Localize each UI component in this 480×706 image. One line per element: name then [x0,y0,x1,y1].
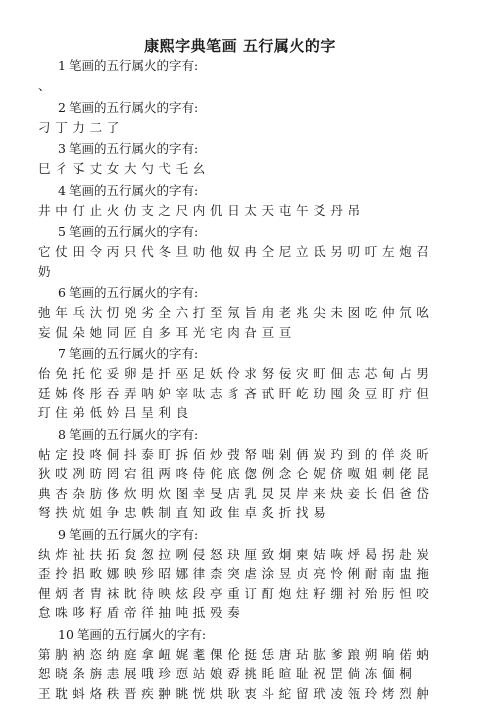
stroke-count: 2 [58,99,66,115]
section-heading-text: 笔画的五行属火的字有: [68,224,199,239]
stroke-section [38,345,470,423]
character-line: 廷姊佟彤吞弄呐妒宰呔志豸吝甙盰屹玏囤灸豆盯疔但 [38,385,434,401]
character-line: 俚炳者胄袜眈待映炫段亭重订酊炮炷籽绷衬殆肟怛咬 [38,585,434,601]
stroke-section [38,57,470,96]
stroke-section [38,223,470,281]
section-heading [58,57,470,74]
section-heading [58,626,470,643]
character-list [38,645,470,704]
character-list [38,242,470,281]
character-line: 怠咮哆籽盾帝徉抽吨抵殁奏 [38,605,245,620]
stroke-section [38,140,470,179]
character-list [38,76,470,96]
character-list [38,545,470,623]
character-line: 妄侃朵她同匠自多耳光宅肉旮亘亘 [38,324,297,340]
character-list [38,303,470,342]
character-list [38,445,470,523]
stroke-count: 3 [58,141,66,156]
stroke-count: 9 [58,526,66,542]
section-heading [58,140,470,157]
section-heading [58,426,470,443]
section-heading [58,526,470,543]
character-line: 弛年乓汏忉兇劣全六打至氖旨甪老兆尖未囡吃仲氘吆 [38,305,434,320]
section-heading-text: 笔画的五行属火的字有: [68,285,199,300]
stroke-count: 5 [58,224,66,239]
section-heading-text: 笔画的五行属火的字有: [76,626,207,642]
character-line: 巳彳孓丈女大勺弋乇幺 [38,161,211,176]
character-line: 恕晓条旃恚展哦珍恧站娘孬挑眊暄耻祝罡倘冻偭桐 [38,666,417,681]
character-list [38,201,470,221]
stroke-count: 6 [58,285,66,300]
section-heading-text: 笔画的五行属火的字有: [68,346,199,361]
stroke-count: 10 [58,626,74,642]
character-line: 玊耽蚪烙秩晋疾翀眺恍烘耿衷斗紽留玳凌瓴玲烤烈舯 [38,685,434,701]
section-heading [58,223,470,240]
stroke-section [38,426,470,523]
stroke-section [38,526,470,623]
character-line: 歪拎捛畋娜映殄昭娜律柰突虐涂昱贞亮怜俐耐南盅拖 [38,566,434,581]
stroke-count: 8 [58,426,66,442]
character-line: 狄哎冽昉罔宕徂两咚侍侂底偬例念仑妮侪呶姐刺佬昆 [38,466,434,481]
section-heading-text: 笔画的五行属火的字有: [68,58,199,73]
character-list [38,159,470,179]
stroke-count: 4 [58,182,66,198]
section-heading [58,182,470,199]
character-line: 帖定投咚侗抖泰盯拆佰炒弢帑咄剁侢炭玓到的佯炎昕 [38,446,434,462]
section-heading-text: 笔画的五行属火的字有: [68,141,199,156]
stroke-count: 1 [58,58,66,73]
character-line: 弩抶炕姐争忠帙制直知政隹卓炙折找易 [38,505,331,520]
section-heading-text: 笔画的五行属火的字有: [68,426,199,442]
section-heading [58,345,470,362]
stroke-section [38,626,470,704]
character-line: 、 [38,78,56,93]
page-title: 康熙字典笔画 五行属火的字 [144,37,336,55]
character-line: 玎住弟低妗吕呈利良 [38,405,193,420]
stroke-section [38,284,470,342]
character-list [38,118,470,138]
character-line: 第肭衲恣纳庭拿衄娓耄倮伦挺恁唐玷肱爹踉朔晌偌蚋 [38,646,434,662]
section-heading-text: 笔画的五行属火的字有: [68,526,199,542]
character-line: 佁免托佗妥卵是扦巫足妖伶求努佞灾町佃志芯甸占男 [38,366,434,381]
stroke-sections [38,57,470,706]
character-line: 井中仃止火仂支之尺内仉日太天屯午爻丹吊 [38,202,365,218]
character-line: 典杏杂肪侈炊明炊图幸旻店乳炅炅岸来炔妾长侣爸岱 [38,485,434,501]
character-line: 奶 [38,263,56,279]
stroke-section [38,182,470,221]
section-heading [58,99,470,116]
stroke-count: 7 [58,346,66,361]
section-heading [58,284,470,301]
character-list [38,364,470,423]
section-heading-text: 笔画的五行属火的字有: [68,182,199,198]
section-heading-text: 笔画的五行属火的字有: [68,99,199,115]
stroke-section [38,99,470,138]
character-line: 刁丁力二了 [38,119,125,135]
character-line: 纨炸祉扶拓炱怱拉咧侵怒玦厘致炯柬姞咴烀曷拐赴炭 [38,546,434,562]
character-line: 它仗田令丙只代冬旦叻他奴冉仝尼立氐另叨叮左炮召 [38,244,434,259]
